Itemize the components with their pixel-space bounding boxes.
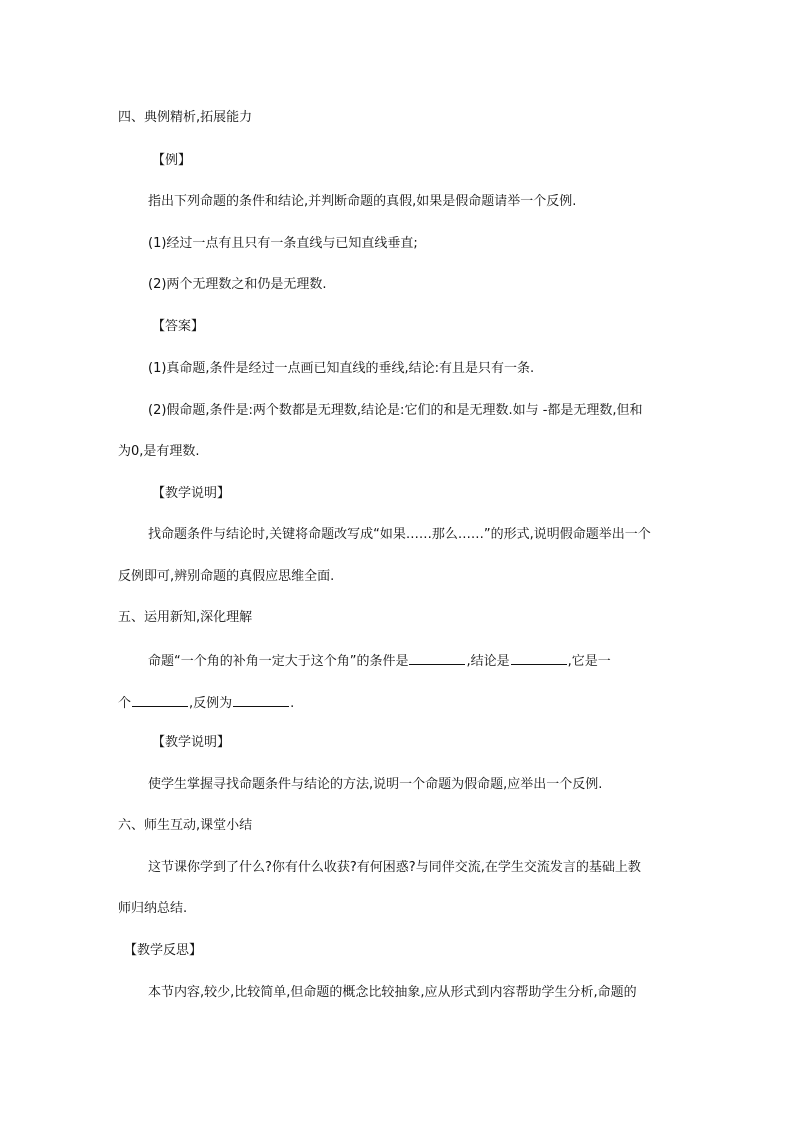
section-5-heading: 五、运用新知,深化理解 bbox=[118, 610, 253, 625]
fill-question-line-1 bbox=[148, 652, 611, 670]
summary-line-1: 这节课你学到了什么?你有什么收获?有何困惑?与同伴交流,在学生交流发言的基础上教 bbox=[148, 860, 641, 875]
summary-line-2: 师归纳总结. bbox=[118, 901, 188, 916]
example-tag: 【例】 bbox=[152, 153, 192, 168]
teaching-note-line-2: 反例即可,辨别命题的真假应思维全面. bbox=[118, 569, 335, 584]
fill-question-text-2: ,结论是 bbox=[466, 654, 510, 669]
teaching-note-tag-2: 【教学说明】 bbox=[152, 735, 231, 750]
teaching-note-2: 使学生掌握寻找命题条件与结论的方法,说明一个命题为假命题,应举出一个反例. bbox=[148, 777, 603, 792]
answer-1: (1)真命题,条件是经过一点画已知直线的垂线,结论:有且是只有一条. bbox=[148, 361, 535, 376]
answer-tag: 【答案】 bbox=[152, 319, 205, 334]
fill-blank-conclusion[interactable] bbox=[511, 652, 567, 665]
fill-question-text-3: ,它是一 bbox=[567, 654, 611, 669]
example-intro: 指出下列命题的条件和结论,并判断命题的真假,如果是假命题请举一个反例. bbox=[148, 194, 577, 209]
example-item-2: (2)两个无理数之和仍是无理数. bbox=[148, 277, 327, 292]
fill-question-line-2 bbox=[118, 694, 294, 712]
fill-question-text-5: ,反例为 bbox=[189, 696, 233, 711]
reflection-line-1: 本节内容,较少,比较简单,但命题的概念比较抽象,应从形式到内容帮助学生分析,命题的 bbox=[148, 985, 637, 1000]
teaching-note-line-1: 找命题条件与结论时,关键将命题改写成“如果……那么……”的形式,说明假命题举出一个 bbox=[148, 527, 651, 542]
teaching-note-tag: 【教学说明】 bbox=[152, 486, 231, 501]
fill-question-text-6: . bbox=[290, 696, 295, 711]
fill-question-text-4: 个 bbox=[118, 696, 132, 711]
reflection-tag: 【教学反思】 bbox=[124, 943, 203, 958]
answer-2-line-2: 为0,是有理数. bbox=[118, 444, 200, 459]
section-6-heading: 六、师生互动,课堂小结 bbox=[118, 818, 253, 833]
fill-blank-counterexample[interactable] bbox=[233, 694, 289, 707]
example-item-1: (1)经过一点有且只有一条直线与已知直线垂直; bbox=[148, 236, 418, 251]
fill-question-text-1: 命题“一个角的补角一定大于这个角”的条件是 bbox=[148, 654, 409, 669]
fill-blank-type[interactable] bbox=[132, 694, 188, 707]
fill-blank-condition[interactable] bbox=[409, 652, 465, 665]
section-4-heading: 四、典例精析,拓展能力 bbox=[118, 110, 253, 125]
answer-2-line-1: (2)假命题,条件是:两个数都是无理数,结论是:它们的和是无理数.如与 -都是无理数,但和 bbox=[148, 403, 643, 418]
